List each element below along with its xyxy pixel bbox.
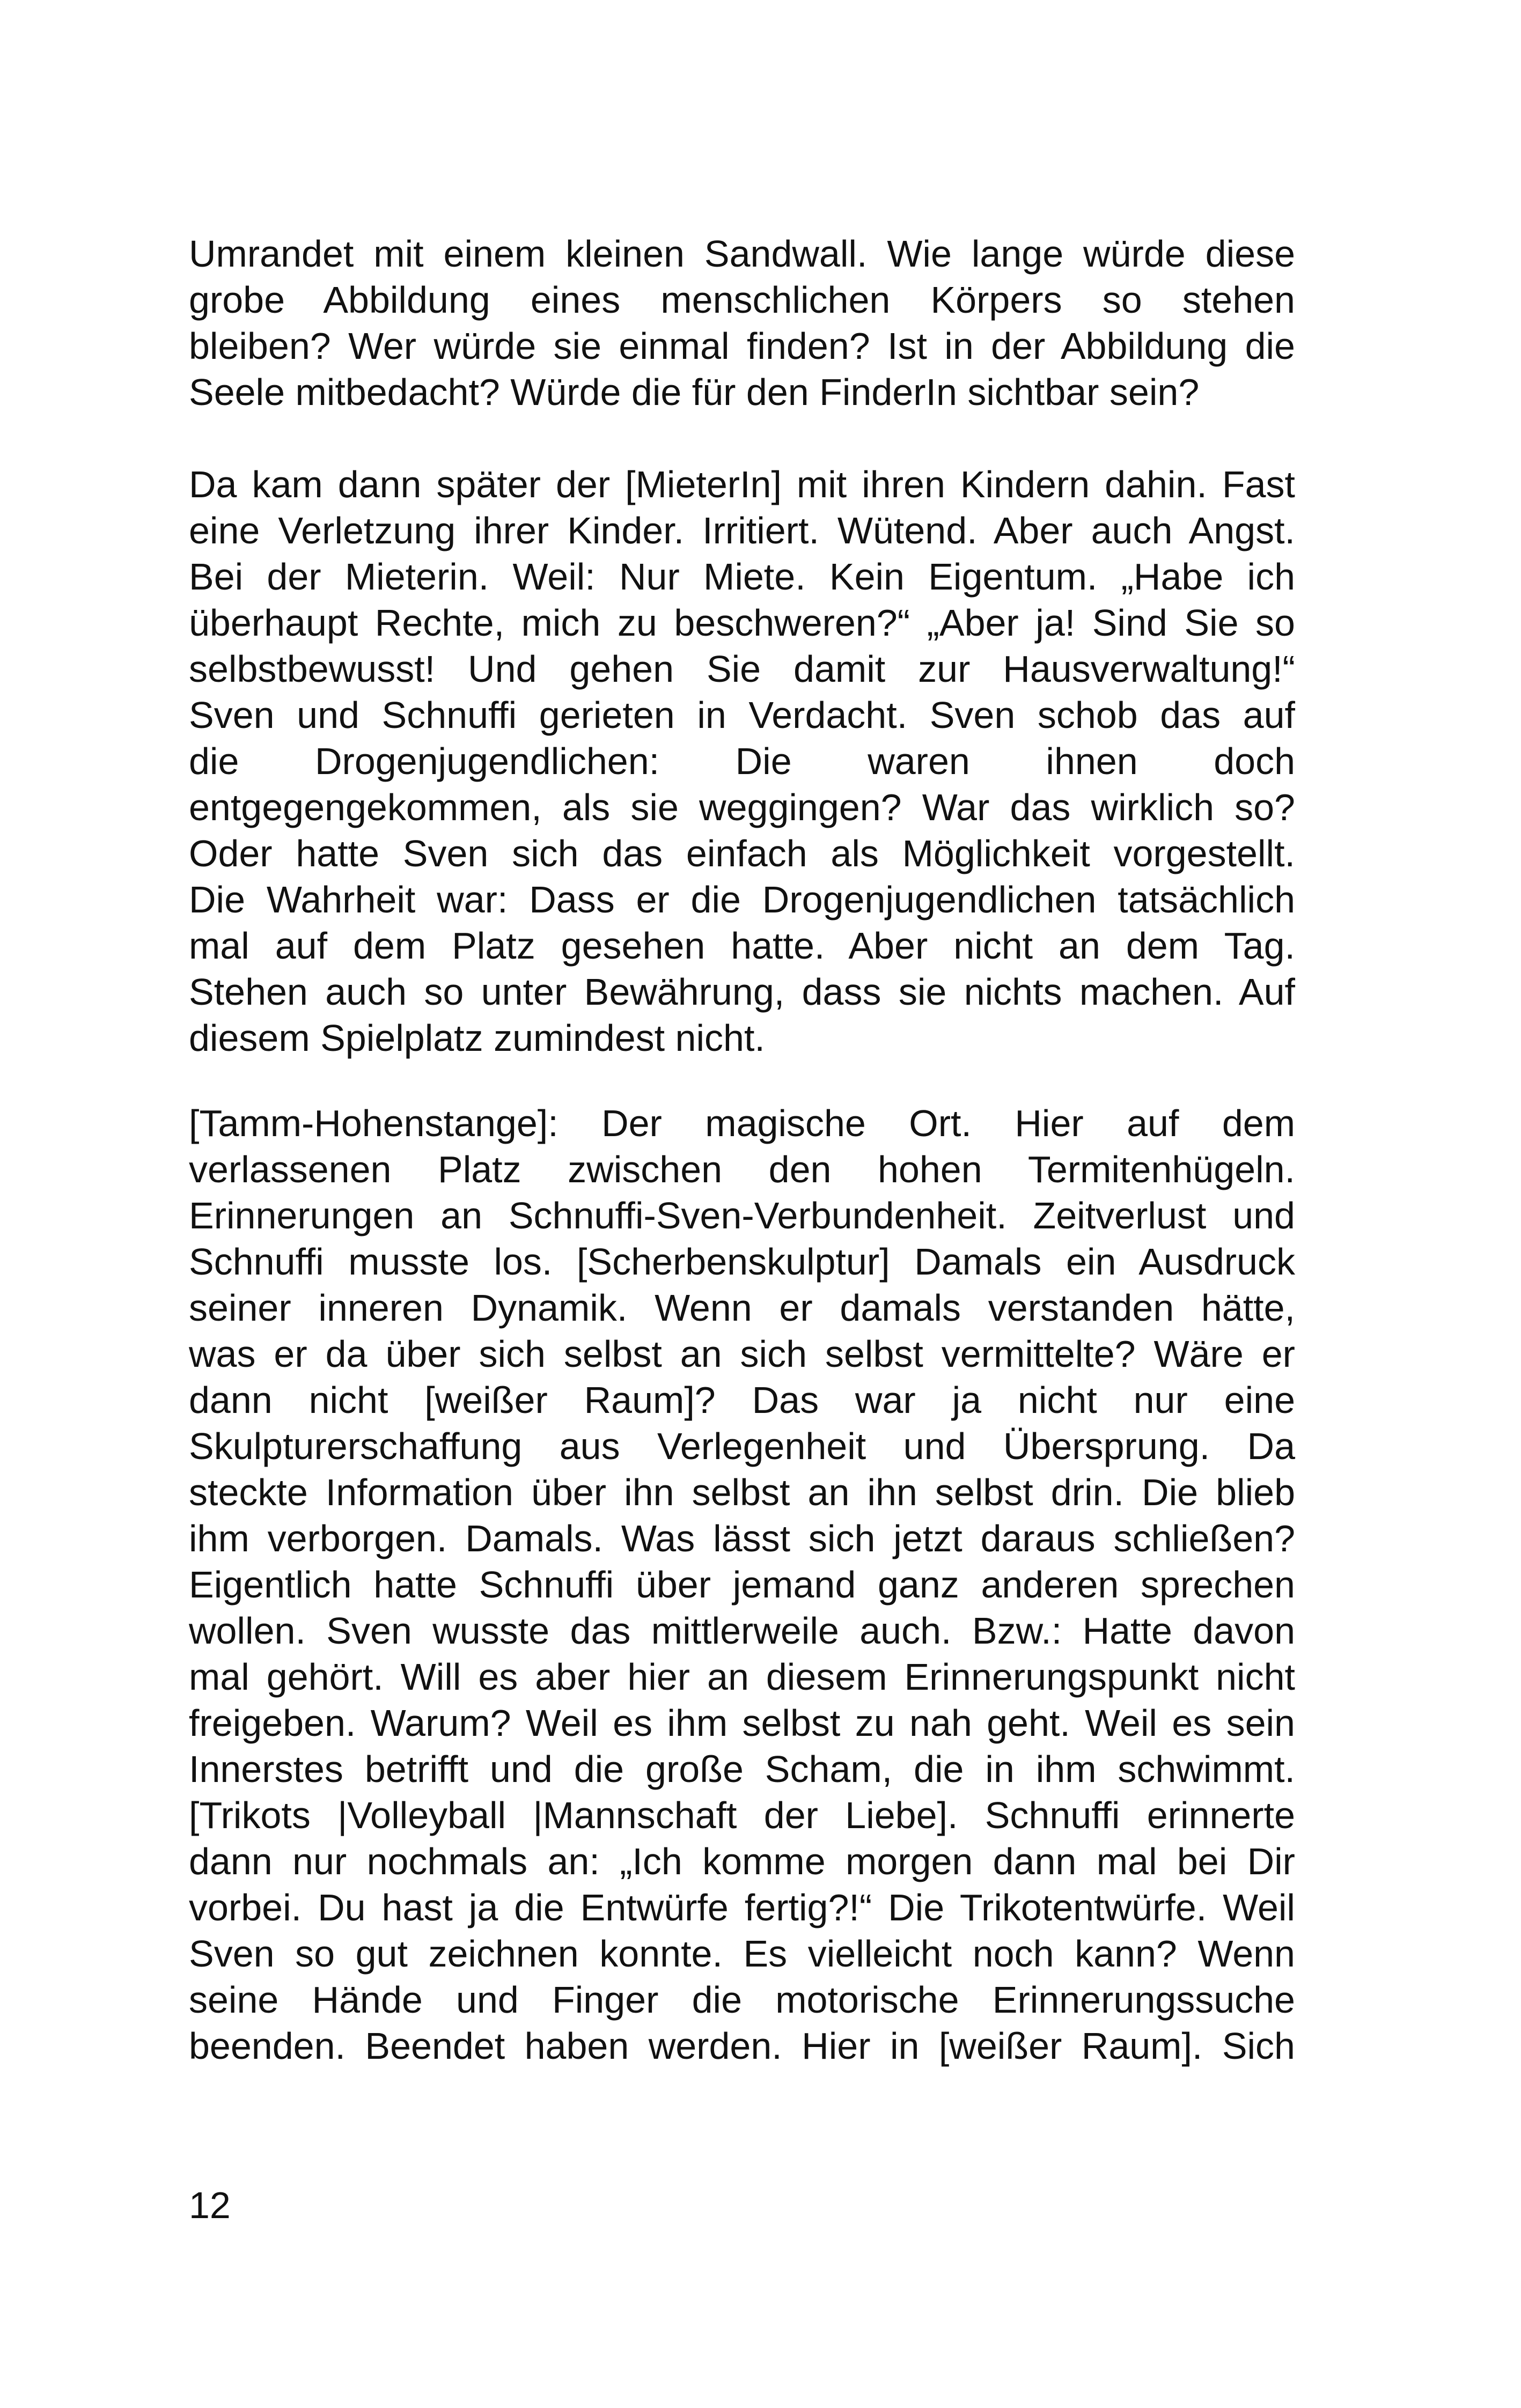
text-line: Innerstes betrifft und die große Scham, die in ihm schwimmt. [189,1748,1295,1790]
text-line: wollen. Sven wusste das mittlerweile auch. Bzw.: Hatte davon [189,1610,1295,1652]
text-line: seine Hände und Finger die motorische Erinnerungssuche [189,1979,1295,2021]
text-line: selbstbewusst! Und gehen Sie damit zur Hausverwaltung!“ [189,648,1295,690]
text-line: dann nicht [weißer Raum]? Das war ja nicht nur eine [189,1379,1295,1421]
text-line: mal auf dem Platz gesehen hatte. Aber nicht an dem Tag. [189,925,1295,967]
text-line: grobe Abbildung eines menschlichen Körpers so stehen [189,279,1295,321]
text-line: Bei der Mieterin. Weil: Nur Miete. Kein Eigentum. „Habe ich [189,556,1295,598]
text-line: Eigentlich hatte Schnuffi über jemand ganz anderen sprechen [189,1564,1295,1606]
text-line: bleiben? Wer würde sie einmal finden? Ist in der Abbildung die [189,325,1295,367]
text-line: Skulpturerschaffung aus Verlegenheit und Übersprung. Da [189,1425,1295,1467]
text-line: Sven und Schnuffi gerieten in Verdacht. Sven schob das auf [189,694,1295,736]
text-line: [Trikots |Volleyball |Mannschaft der Liebe]. Schnuffi erinnerte [189,1794,1295,1836]
text-line: beenden. Beendet haben werden. Hier in [weißer Raum]. Sich [189,2025,1295,2067]
text-line: Da kam dann später der [MieterIn] mit ihren Kindern dahin. Fast [189,463,1295,505]
text-line: ihm verborgen. Damals. Was lässt sich jetzt daraus schließen? [189,1518,1295,1559]
text-line: die Drogenjugendlichen: Die waren ihnen doch [189,740,1295,782]
text-line: Oder hatte Sven sich das einfach als Möglichkeit vorgestellt. [189,833,1295,874]
text-line: überhaupt Rechte, mich zu beschweren?“ „Aber ja! Sind Sie so [189,602,1295,644]
text-line: freigeben. Warum? Weil es ihm selbst zu nah geht. Weil es sein [189,1702,1295,1744]
text-line: Erinnerungen an Schnuffi-Sven-Verbundenheit. Zeitverlust und [189,1195,1295,1236]
paragraph-3 [189,1100,1295,2069]
text-line: mal gehört. Will es aber hier an diesem Erinnerungspunkt nicht [189,1656,1295,1698]
text-line: [Tamm-Hohenstange]: Der magische Ort. Hier auf dem [189,1102,1295,1144]
text-line: eine Verletzung ihrer Kinder. Irritiert. Wütend. Aber auch Angst. [189,510,1295,551]
text-line: Seele mitbedacht? Würde die für den FinderIn sichtbar sein? [189,371,1200,413]
text-line: seiner inneren Dynamik. Wenn er damals verstanden hätte, [189,1287,1295,1329]
text-line: entgegengekommen, als sie weggingen? War das wirklich so? [189,786,1295,828]
text-line: Umrandet mit einem kleinen Sandwall. Wie lange würde diese [189,233,1295,275]
paragraph-2 [189,461,1295,1061]
text-line: vorbei. Du hast ja die Entwürfe fertig?!“ Die Trikotentwürfe. Weil [189,1887,1295,1928]
page-number: 12 [189,2184,231,2226]
text-line: verlassenen Platz zwischen den hohen Termitenhügeln. [189,1148,1295,1190]
paragraph-1 [189,231,1295,415]
text-line: Stehen auch so unter Bewährung, dass sie nichts machen. Auf [189,971,1295,1013]
text-line: diesem Spielplatz zumindest nicht. [189,1017,765,1059]
text-line: Schnuffi musste los. [Scherbenskulptur] Damals ein Ausdruck [189,1241,1295,1283]
text-line: Die Wahrheit war: Dass er die Drogenjugendlichen tatsächlich [189,879,1295,921]
text-line: was er da über sich selbst an sich selbst vermittelte? Wäre er [189,1333,1295,1375]
text-line: dann nur nochmals an: „Ich komme morgen dann mal bei Dir [189,1840,1295,1882]
text-line: steckte Information über ihn selbst an ihn selbst drin. Die blieb [189,1471,1295,1513]
text-line: Sven so gut zeichnen konnte. Es vielleicht noch kann? Wenn [189,1933,1295,1975]
